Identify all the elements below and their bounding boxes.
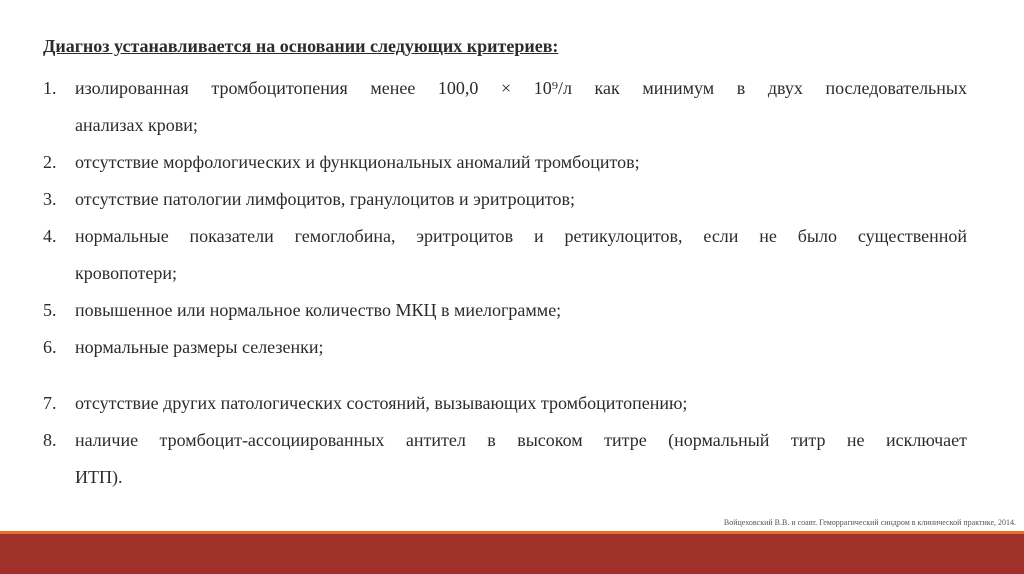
criterion-item xyxy=(43,422,967,496)
criterion-text-line: ИТП). xyxy=(75,467,123,487)
criterion-number: 2. xyxy=(43,152,57,172)
criterion-item xyxy=(43,181,967,218)
criterion-number: 6. xyxy=(43,337,57,357)
criterion-number: 7. xyxy=(43,393,57,413)
criterion-number: 5. xyxy=(43,300,57,320)
criterion-number: 8. xyxy=(43,430,57,450)
criterion-item xyxy=(43,292,967,329)
criterion-text-line: нормальные размеры селезенки; xyxy=(75,337,324,357)
criterion-text-line: наличие тромбоцит-ассоциированных антител в высоком титре (нормальный титр не исключает xyxy=(75,430,967,450)
source-citation: Войцеховский В.В. и соавт. Геморрагический синдром в клинической практике, 2014. xyxy=(723,518,1016,527)
criterion-text-line: анализах крови; xyxy=(75,115,198,135)
criterion-text-line: отсутствие патологии лимфоцитов, гранулоцитов и эритроцитов; xyxy=(75,189,575,209)
footer-bar xyxy=(0,534,1024,574)
criterion-item xyxy=(43,144,967,181)
criterion-item xyxy=(43,70,967,144)
criterion-text-line: повышенное или нормальное количество МКЦ в миелограмме; xyxy=(75,300,562,320)
criterion-item xyxy=(43,218,967,292)
criterion-text-line: нормальные показатели гемоглобина, эритроцитов и ретикулоцитов, если не было существенной xyxy=(75,226,967,246)
slide-heading: Диагноз устанавливается на основании следующих критериев: xyxy=(43,36,559,56)
criterion-text-line: отсутствие других патологических состояний, вызывающих тромбоцитопению; xyxy=(75,393,688,413)
criterion-number: 1. xyxy=(43,78,57,98)
criterion-text-line: кровопотери; xyxy=(75,263,178,283)
criterion-item xyxy=(43,385,967,422)
criterion-item xyxy=(43,329,967,366)
criterion-text-line: отсутствие морфологических и функциональных аномалий тромбоцитов; xyxy=(75,152,640,172)
criterion-number: 3. xyxy=(43,189,57,209)
criterion-text-line: изолированная тромбоцитопения менее 100,0 × 10⁹/л как минимум в двух последовательных xyxy=(75,78,967,98)
criterion-number: 4. xyxy=(43,226,57,246)
